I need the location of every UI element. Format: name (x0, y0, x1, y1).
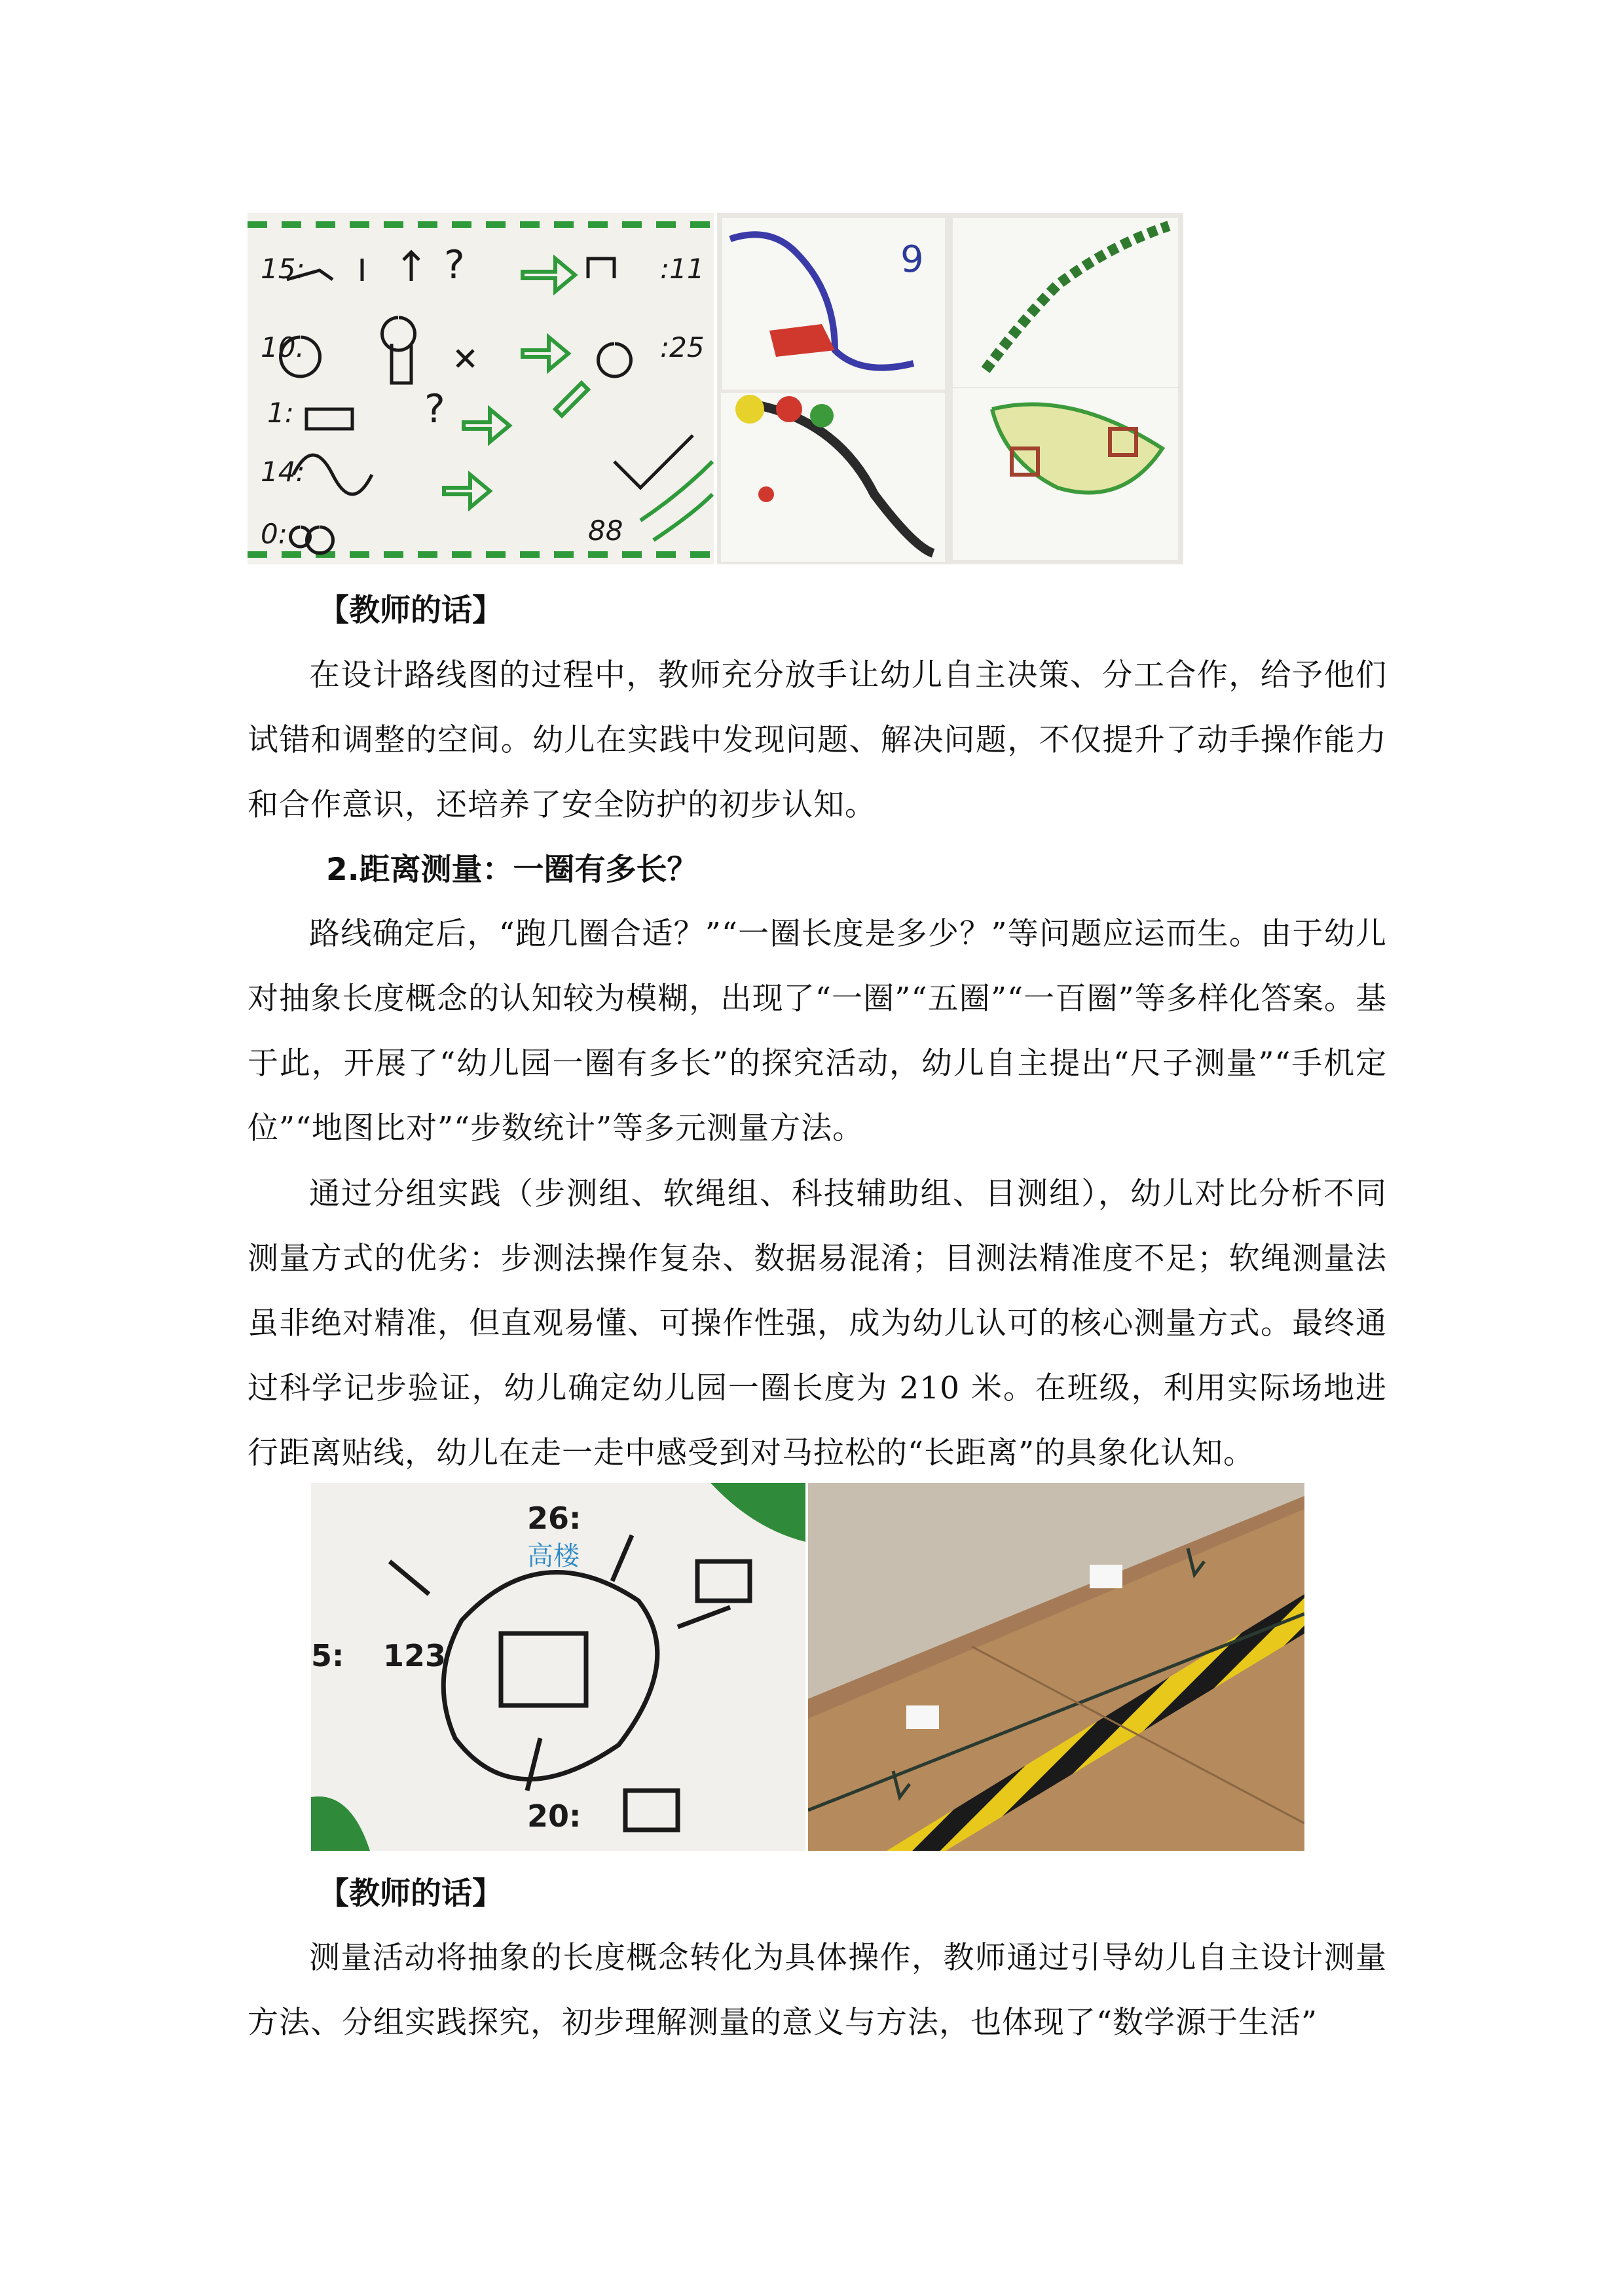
teacher-talk-heading-1: 【教师的话】 (318, 592, 503, 629)
route-map-drawings-photo (717, 213, 1183, 564)
teacher-talk-paragraph-1: 在设计路线图的过程中，教师充分放手让幼儿自主决策、分工合作，给予他们试错和调整的空间。幼儿在实践中发现问题、解决问题，不仅提升了动手操作能力和合作意识，还培养了安全防护的初步认知。 (248, 657, 1387, 823)
plan-row-label-5: 0: (261, 518, 287, 550)
body-paragraph-1: 路线确定后，“跑几圈合适？”“一圈长度是多少？”等问题应运而生。由于幼儿对抽象长度概念的认知较为模糊，出现了“一圈”“五圈”“一百圈”等多样化答案。基于此，开展了“幼儿园一圈有多长”的探究活动，幼儿自主提出“尺子测量”“手机定位”“地图比对”“步数统计”等多元测量方法。 (248, 916, 1387, 1146)
section-title-distance-measurement: 2.距离测量：一圈有多长？ (326, 852, 698, 888)
measure-label-2: 123 (383, 1638, 447, 1673)
plan-row-label-4: 14: (261, 456, 305, 488)
plan-number-2: :25 (660, 331, 705, 363)
body-paragraph-2: 通过分组实践（步测组、软绳组、科技辅助组、目测组），幼儿对比分析不同测量方式的优劣：步测法操作复杂、数据易混淆；目测法精准度不足；软绳测量法虽非绝对精准，但直观易懂、可操作性强，成为幼儿认可的核心测量方式。最终通过科学记步验证，幼儿确定幼儿园一圈长度为 210 米。在班级，利用实际场地进行距离贴线，幼儿在走一走中感受到对马拉松的“长距离”的具象化认知。 (248, 1176, 1387, 1471)
plan-number-3: 88 (588, 515, 623, 547)
svg-text:?: ? (424, 386, 445, 432)
measure-label-3: 20: (527, 1798, 581, 1834)
plan-row-label-3: 1: (267, 397, 294, 429)
measure-label-4: 26: (527, 1501, 581, 1536)
plan-number-1: :11 (660, 253, 705, 285)
plan-row-label-1: 15: (261, 253, 305, 285)
measure-label-5: 高楼 (527, 1541, 580, 1571)
route-number-label: 9 (900, 238, 924, 281)
plan-row-label-2: 10. (261, 331, 304, 363)
measure-label-1: 5: (311, 1638, 344, 1673)
floor-tape-photo (808, 1483, 1304, 1851)
route-plan-drawing-photo (248, 213, 714, 564)
svg-text:?: ? (444, 242, 465, 288)
measurement-plan-drawing-photo (311, 1483, 805, 1851)
teacher-talk-heading-2: 【教师的话】 (318, 1876, 503, 1912)
teacher-talk-paragraph-2: 测量活动将抽象的长度概念转化为具体操作，教师通过引导幼儿自主设计测量方法、分组实践探究，初步理解测量的意义与方法，也体现了“数学源于生活” (248, 1940, 1387, 2041)
